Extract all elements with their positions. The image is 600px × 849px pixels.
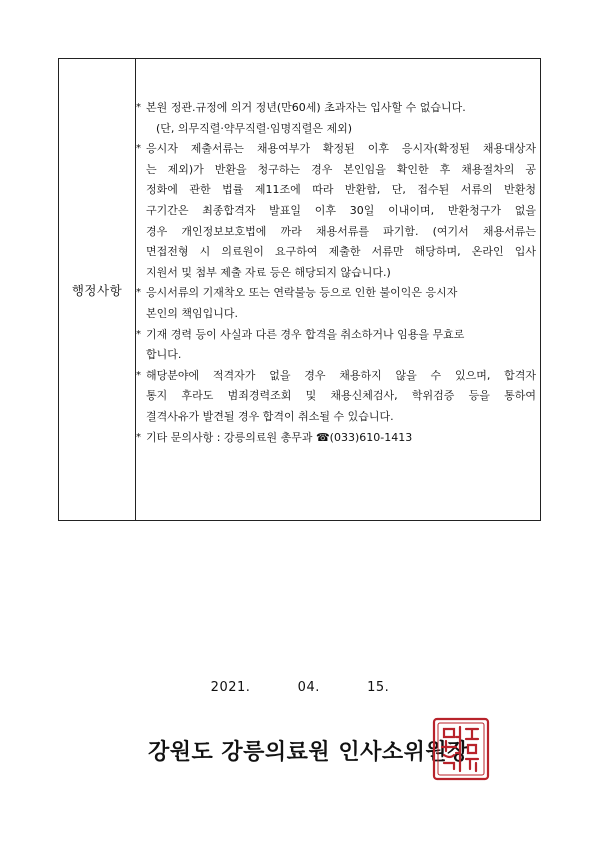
issuer-signature: 강원도 강릉의료원 인사소위원장 [148, 740, 469, 765]
document-date [0, 680, 600, 695]
note-item [136, 325, 536, 366]
note-line: 합니다. [146, 348, 182, 362]
note-line: 면접전형 시 의료원이 요구하여 제출한 서류만 해당하며, 온라인 입사 [146, 245, 536, 259]
notes-content [136, 98, 536, 448]
note-item [136, 366, 536, 428]
date-year: 2021. [210, 680, 251, 695]
official-seal-icon [432, 717, 490, 781]
section-label: 행정사항 [59, 59, 136, 520]
bullet-marker: * [136, 143, 141, 155]
note-line: 본원 정관.규정에 의거 정년(만60세) 초과자는 입사할 수 없습니다. [146, 101, 466, 114]
note-line: 해당분야에 적격자가 없을 경우 채용하지 않을 수 있으며, 합격자 [146, 368, 536, 382]
note-item [136, 283, 536, 324]
note-line: 응시서류의 기재착오 또는 연락불능 등으로 인한 불이익은 응시자 [146, 286, 458, 300]
bullet-marker: * [136, 369, 141, 381]
bullet-marker: * [136, 328, 141, 340]
bullet-marker: * [136, 102, 141, 113]
note-line: 경우 개인정보보호법에 까라 채용서류를 파기함. (여기서 채용서류는 [146, 224, 536, 238]
bullet-marker: * [136, 431, 141, 443]
note-line: 기타 문의사항 : 강릉의료원 총무과 ☎(033)610-1413 [146, 430, 413, 444]
note-item [136, 98, 536, 139]
date-month: 04. [297, 680, 320, 695]
note-item [136, 428, 536, 449]
note-item [136, 139, 536, 283]
bullet-marker: * [136, 287, 141, 299]
note-line: 구기간은 최종합격자 발표일 이후 30일 이내이며, 반환청구가 없을 [146, 203, 536, 217]
date-day: 15. [367, 680, 390, 695]
note-line: 응시자 제출서류는 채용여부가 확정된 이후 응시자(확정된 채용대상자 [146, 142, 536, 156]
note-line: (단, 의무직렬·약무직렬·임명직렬은 제외) [156, 121, 353, 135]
note-line: 지원서 및 첨부 제출 자료 등은 해당되지 않습니다.) [146, 265, 391, 279]
note-line: 결격사유가 발견될 경우 합격이 취소될 수 있습니다. [146, 409, 394, 423]
note-line: 정화에 관한 법률 제11조에 따라 반환함, 단, 접수된 서류의 반환청 [146, 183, 536, 197]
admin-notes-table [58, 58, 541, 521]
note-line: 는 제외)가 반환을 청구하는 경우 본인임을 확인한 후 채용절차의 공 [146, 162, 536, 176]
note-line: 본인의 책임입니다. [146, 306, 239, 320]
note-line: 기재 경력 등이 사실과 다른 경우 합격을 취소하거나 임용을 무효로 [146, 327, 465, 341]
note-line: 통지 후라도 범죄경력조회 및 채용신체검사, 학위검증 등을 통하여 [146, 389, 536, 403]
